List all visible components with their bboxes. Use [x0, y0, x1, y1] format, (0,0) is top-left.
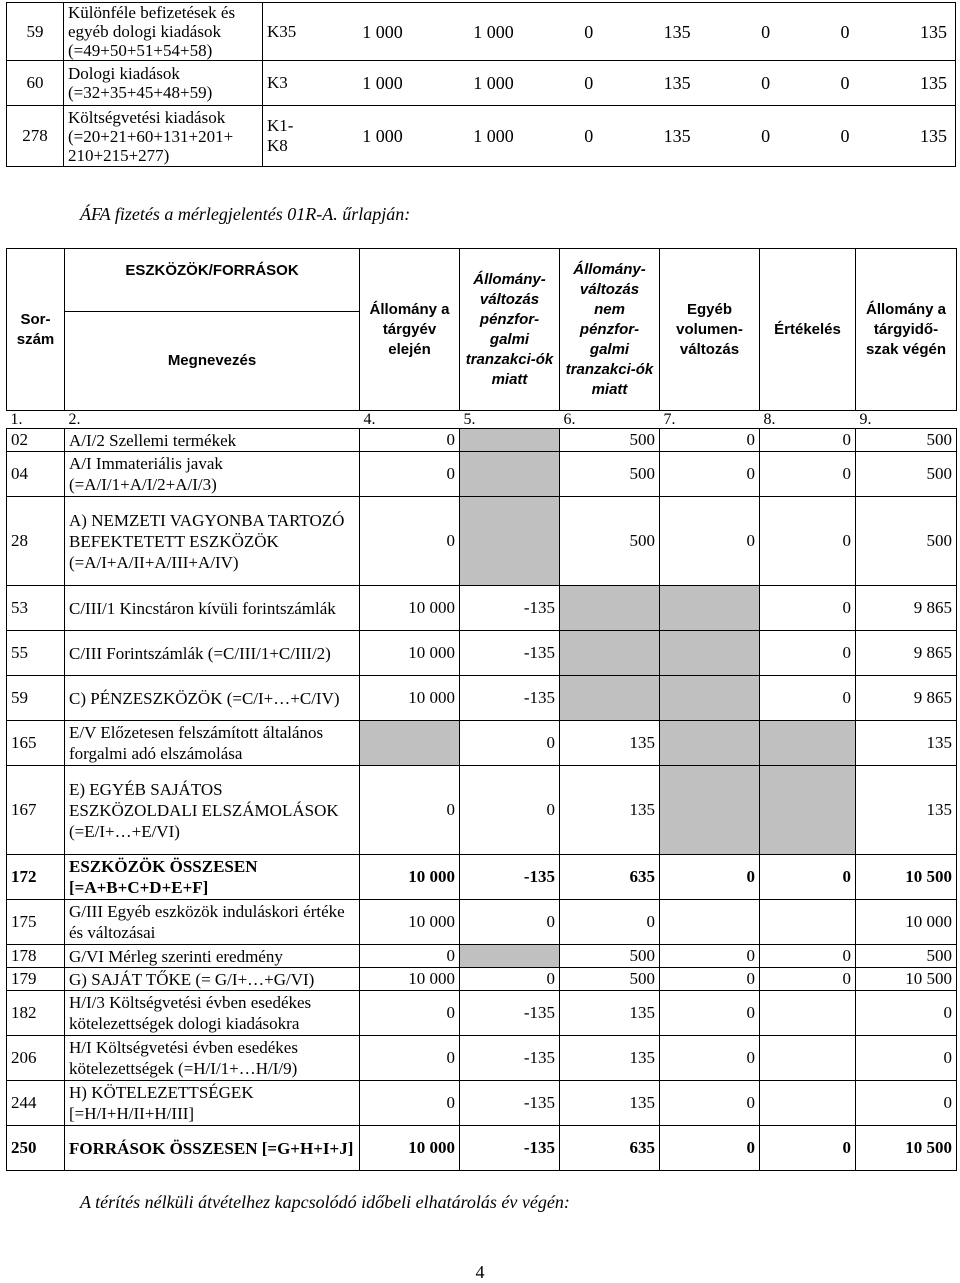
row-description: H) KÖTELEZETTSÉGEK [=H/I+H/II+H/III] — [65, 1081, 360, 1126]
cell-col5 — [460, 452, 560, 497]
column-number: 1. — [7, 411, 65, 429]
cell-col4: 10 000 — [360, 676, 460, 721]
cell-col6: 135 — [560, 721, 660, 766]
row-description: Különféle befizetések és egyéb dologi kiadások (=49+50+51+54+58) — [64, 3, 263, 61]
cell-col4: 0 — [360, 429, 460, 452]
cell-col8 — [760, 766, 856, 855]
footer-note: A térítés nélküli átvételhez kapcsolódó időbeli elhatárolás év végén: — [80, 1192, 570, 1212]
cell-col7: 0 — [660, 945, 760, 968]
cell-col4: 0 — [360, 452, 460, 497]
row-description: G) SAJÁT TŐKE (= G/I+…+G/VI) — [65, 968, 360, 991]
cell-col5: -135 — [460, 855, 560, 900]
cell-col8 — [760, 991, 856, 1036]
cell-col8: 0 — [760, 631, 856, 676]
value-cell: 1 000 — [473, 73, 514, 93]
row-description: C) PÉNZESZKÖZÖK (=C/I+…+C/IV) — [65, 676, 360, 721]
top-summary-table — [6, 2, 956, 167]
cell-col7: 0 — [660, 497, 760, 586]
cell-col8 — [760, 900, 856, 945]
value-cell: 0 — [584, 21, 594, 42]
cell-col7: 0 — [660, 1126, 760, 1171]
row-number: 278 — [7, 106, 64, 167]
table-row — [7, 900, 957, 945]
header-col9: Állomány a tárgyidő-szak végén — [856, 249, 957, 411]
row-number: 179 — [7, 968, 65, 991]
cell-col5 — [460, 497, 560, 586]
cell-col5: -135 — [460, 1036, 560, 1081]
cell-col5: 0 — [460, 766, 560, 855]
cell-col6: 500 — [560, 945, 660, 968]
row-code: K3 — [263, 61, 301, 106]
cell-col9: 500 — [856, 497, 957, 586]
cell-col9: 500 — [856, 429, 957, 452]
cell-col7 — [660, 586, 760, 631]
cell-col7 — [660, 631, 760, 676]
row-code: K35 — [263, 3, 301, 61]
cell-col7 — [660, 676, 760, 721]
cell-col8: 0 — [760, 586, 856, 631]
cell-col4: 0 — [360, 766, 460, 855]
cell-col7 — [660, 900, 760, 945]
row-description: Dologi kiadások (=32+35+45+48+59) — [64, 61, 263, 106]
cell-col5: -135 — [460, 1081, 560, 1126]
row-code: K1- K8 — [263, 106, 301, 167]
cell-col8: 0 — [760, 1126, 856, 1171]
page-number: 4 — [475, 1262, 485, 1282]
table-row — [7, 429, 957, 452]
row-description: A) NEMZETI VAGYONBA TARTOZÓ BEFEKTETETT ESZKÖZÖK (=A/I+A/II+A/III+A/IV) — [65, 497, 360, 586]
value-cell: 1 000 — [362, 126, 403, 146]
cell-col9: 10 500 — [856, 968, 957, 991]
value-cell: 0 — [584, 73, 594, 93]
table-row — [7, 452, 957, 497]
cell-col6: 135 — [560, 766, 660, 855]
value-cell: 135 — [920, 126, 947, 146]
cell-col5: 0 — [460, 721, 560, 766]
cell-col5 — [460, 945, 560, 968]
header-sorszam: Sor-szám — [7, 249, 65, 411]
cell-col8: 0 — [760, 968, 856, 991]
table-row — [7, 1036, 957, 1081]
cell-col9: 10 500 — [856, 855, 957, 900]
top-row — [7, 3, 956, 61]
header-megnevezes: Megnevezés — [65, 312, 360, 411]
header-col4: Állomány a tárgyév elején — [360, 249, 460, 411]
value-cell: 0 — [761, 73, 771, 93]
cell-col4: 0 — [360, 991, 460, 1036]
cell-col6: 635 — [560, 1126, 660, 1171]
cell-col7 — [660, 766, 760, 855]
row-number: 55 — [7, 631, 65, 676]
table-row — [7, 586, 957, 631]
value-cell: 135 — [920, 21, 947, 42]
cell-col6: 135 — [560, 1036, 660, 1081]
header-col8: Értékelés — [760, 249, 856, 411]
cell-col8: 0 — [760, 945, 856, 968]
cell-col6: 500 — [560, 968, 660, 991]
value-cell: 135 — [920, 73, 947, 93]
value-cell: 1 000 — [473, 21, 514, 42]
cell-col9: 135 — [856, 721, 957, 766]
row-number: 165 — [7, 721, 65, 766]
cell-col9: 10 500 — [856, 1126, 957, 1171]
column-number: 6. — [560, 411, 660, 429]
row-values — [300, 61, 955, 106]
column-number: 7. — [660, 411, 760, 429]
row-number: 172 — [7, 855, 65, 900]
cell-col7: 0 — [660, 1036, 760, 1081]
cell-col6: 135 — [560, 991, 660, 1036]
row-description: A/I Immateriális javak (=A/I/1+A/I/2+A/I/3) — [65, 452, 360, 497]
column-number: 5. — [460, 411, 560, 429]
cell-col4: 10 000 — [360, 631, 460, 676]
row-description: G/VI Mérleg szerinti eredmény — [65, 945, 360, 968]
cell-col6: 500 — [560, 497, 660, 586]
cell-col4: 10 000 — [360, 855, 460, 900]
cell-col9: 9 865 — [856, 676, 957, 721]
value-cell: 135 — [663, 73, 691, 93]
cell-col9: 0 — [856, 1036, 957, 1081]
cell-col4: 10 000 — [360, 900, 460, 945]
cell-col9: 0 — [856, 1081, 957, 1126]
cell-col6: 635 — [560, 855, 660, 900]
cell-col7: 0 — [660, 968, 760, 991]
table-row — [7, 945, 957, 968]
cell-col4: 10 000 — [360, 1126, 460, 1171]
cell-col6: 0 — [560, 900, 660, 945]
value-cell: 135 — [663, 21, 691, 42]
row-description: G/III Egyéb eszközök induláskori értéke és változásai — [65, 900, 360, 945]
cell-col8 — [760, 1081, 856, 1126]
column-number-row — [7, 411, 957, 429]
cell-col7: 0 — [660, 855, 760, 900]
cell-col9: 0 — [856, 991, 957, 1036]
value-cell: 1 000 — [362, 21, 403, 42]
table-row — [7, 991, 957, 1036]
row-description: FORRÁSOK ÖSSZESEN [=G+H+I+J] — [65, 1126, 360, 1171]
table-row — [7, 631, 957, 676]
column-number: 4. — [360, 411, 460, 429]
row-description: H/I Költségvetési évben esedékes kötelezettségek (=H/I/1+…H/I/9) — [65, 1036, 360, 1081]
value-cell: 0 — [840, 21, 850, 42]
table-row — [7, 1081, 957, 1126]
cell-col9: 500 — [856, 945, 957, 968]
column-number: 9. — [856, 411, 957, 429]
table-row — [7, 766, 957, 855]
column-number: 8. — [760, 411, 856, 429]
cell-col8: 0 — [760, 497, 856, 586]
row-description: E/V Előzetesen felszámított általános forgalmi adó elszámolása — [65, 721, 360, 766]
cell-col8 — [760, 721, 856, 766]
cell-col5 — [460, 429, 560, 452]
table-row — [7, 721, 957, 766]
cell-col6: 500 — [560, 429, 660, 452]
row-number: 206 — [7, 1036, 65, 1081]
cell-col8: 0 — [760, 429, 856, 452]
table-row — [7, 1126, 957, 1171]
row-description: C/III/1 Kincstáron kívüli forintszámlák — [65, 586, 360, 631]
cell-col6 — [560, 586, 660, 631]
cell-col7: 0 — [660, 1081, 760, 1126]
cell-col4: 10 000 — [360, 586, 460, 631]
cell-col8 — [760, 1036, 856, 1081]
cell-col5: -135 — [460, 1126, 560, 1171]
cell-col5: -135 — [460, 676, 560, 721]
cell-col7: 0 — [660, 991, 760, 1036]
row-number: 244 — [7, 1081, 65, 1126]
row-number: 250 — [7, 1126, 65, 1171]
row-number: 182 — [7, 991, 65, 1036]
cell-col6 — [560, 676, 660, 721]
row-values — [300, 3, 955, 61]
row-number: 175 — [7, 900, 65, 945]
row-description: A/I/2 Szellemi termékek — [65, 429, 360, 452]
row-number: 59 — [7, 3, 64, 61]
row-description: E) EGYÉB SAJÁTOS ESZKÖZOLDALI ELSZÁMOLÁSOK (=E/I+…+E/VI) — [65, 766, 360, 855]
balance-change-table — [6, 248, 957, 1171]
cell-col5: -135 — [460, 631, 560, 676]
value-cell: 0 — [584, 126, 594, 146]
header-group: ESZKÖZÖK/FORRÁSOK — [65, 249, 360, 312]
cell-col4: 10 000 — [360, 968, 460, 991]
cell-col7: 0 — [660, 429, 760, 452]
cell-col8: 0 — [760, 452, 856, 497]
cell-col4: 0 — [360, 1081, 460, 1126]
value-cell: 135 — [663, 126, 691, 146]
table-row — [7, 968, 957, 991]
afa-section-title: ÁFA fizetés a mérlegjelentés 01R-A. űrlapján: — [80, 204, 411, 224]
column-number: 2. — [65, 411, 360, 429]
header-col6: Állomány-változás nem pénzfor-galmi tranzakci-ók miatt — [560, 249, 660, 411]
value-cell: 0 — [761, 21, 771, 42]
row-number: 28 — [7, 497, 65, 586]
row-number: 60 — [7, 61, 64, 106]
top-row — [7, 106, 956, 167]
cell-col5: 0 — [460, 900, 560, 945]
cell-col9: 500 — [856, 452, 957, 497]
cell-col5: -135 — [460, 586, 560, 631]
row-number: 53 — [7, 586, 65, 631]
header-row — [7, 249, 957, 312]
value-cell: 1 000 — [362, 73, 403, 93]
row-number: 178 — [7, 945, 65, 968]
cell-col7 — [660, 721, 760, 766]
cell-col9: 10 000 — [856, 900, 957, 945]
header-col5: Állomány-változás pénzfor-galmi tranzakci-ók miatt — [460, 249, 560, 411]
row-number: 04 — [7, 452, 65, 497]
value-cell: 0 — [840, 73, 850, 93]
cell-col9: 135 — [856, 766, 957, 855]
cell-col8: 0 — [760, 676, 856, 721]
cell-col8: 0 — [760, 855, 856, 900]
cell-col9: 9 865 — [856, 631, 957, 676]
value-cell: 0 — [840, 126, 850, 146]
cell-col5: 0 — [460, 968, 560, 991]
value-cell: 1 000 — [473, 126, 514, 146]
row-description: H/I/3 Költségvetési évben esedékes kötelezettségek dologi kiadásokra — [65, 991, 360, 1036]
row-description: Költségvetési kiadások (=20+21+60+131+201+ 210+215+277) — [64, 106, 263, 167]
value-cell: 0 — [761, 126, 771, 146]
header-col7: Egyéb volumen-változás — [660, 249, 760, 411]
table-row — [7, 676, 957, 721]
row-description: ESZKÖZÖK ÖSSZESEN [=A+B+C+D+E+F] — [65, 855, 360, 900]
cell-col5: -135 — [460, 991, 560, 1036]
cell-col4: 0 — [360, 1036, 460, 1081]
top-row — [7, 61, 956, 106]
row-number: 59 — [7, 676, 65, 721]
row-number: 167 — [7, 766, 65, 855]
cell-col4: 0 — [360, 945, 460, 968]
cell-col4 — [360, 721, 460, 766]
row-description: C/III Forintszámlák (=C/III/1+C/III/2) — [65, 631, 360, 676]
cell-col6 — [560, 631, 660, 676]
cell-col4: 0 — [360, 497, 460, 586]
cell-col6: 500 — [560, 452, 660, 497]
cell-col7: 0 — [660, 452, 760, 497]
row-values — [300, 106, 955, 167]
row-number: 02 — [7, 429, 65, 452]
cell-col6: 135 — [560, 1081, 660, 1126]
table-row — [7, 855, 957, 900]
cell-col9: 9 865 — [856, 586, 957, 631]
table-row — [7, 497, 957, 586]
